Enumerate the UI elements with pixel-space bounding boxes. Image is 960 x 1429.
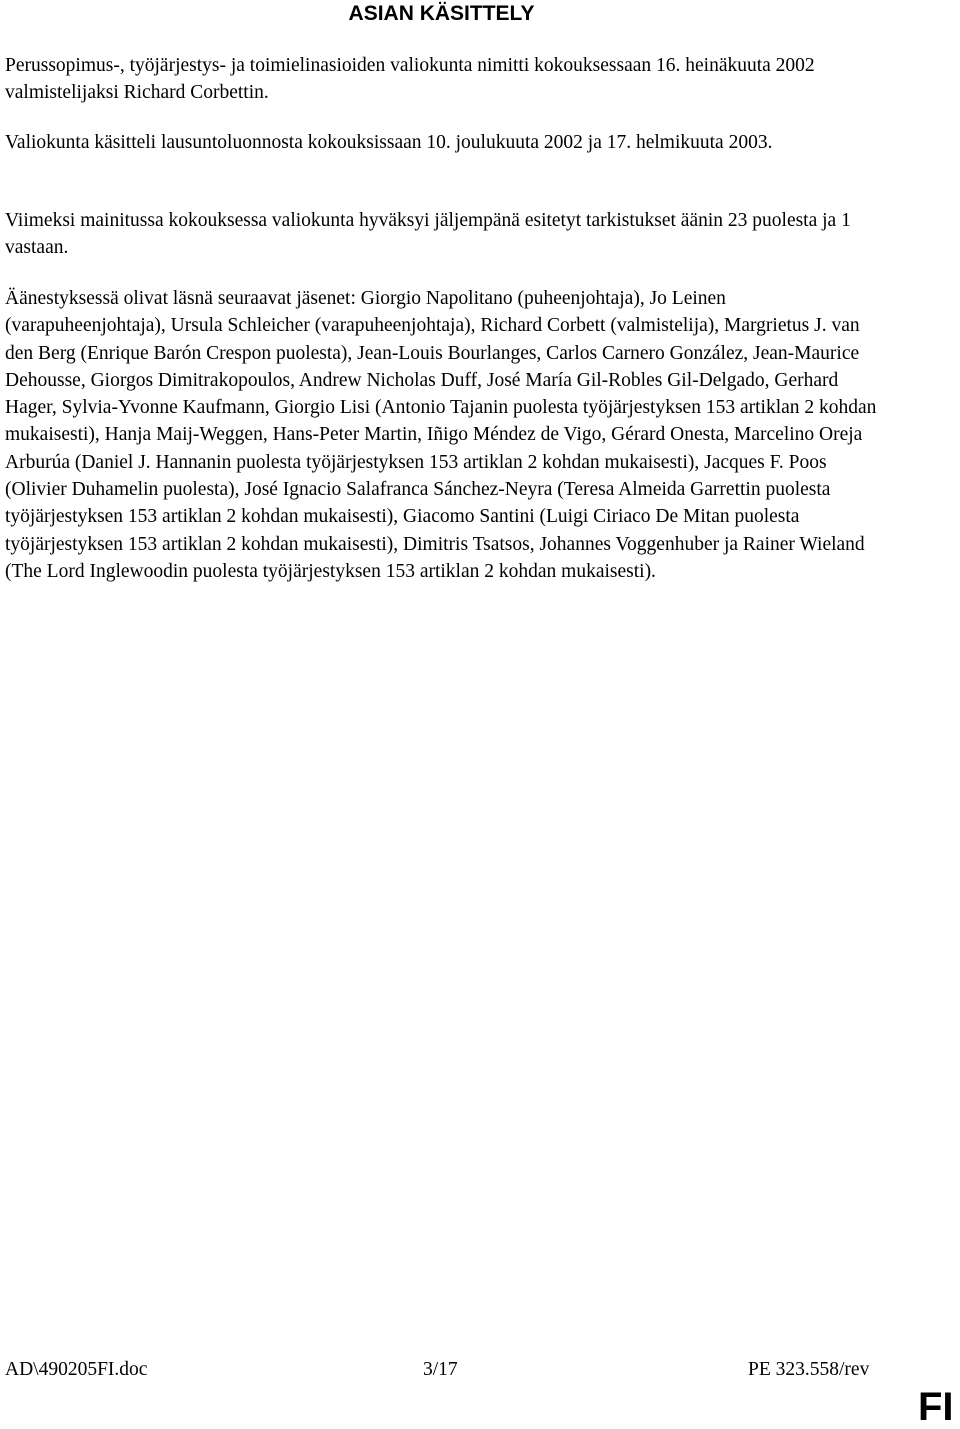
section-heading: ASIAN KÄSITTELY	[348, 2, 535, 25]
footer-document-reference: AD\490205FI.doc	[5, 1359, 148, 1380]
paragraph-members-present: Äänestyksessä olivat läsnä seuraavat jäsenet: Giorgio Napolitano (puheenjohtaja), Jo Leinen (varapuheenjohtaja), Ursula Schleicher (varapuheenjohtaja), Richard Corbett (valmistelija), Margrietus J. van den Berg (Enrique Barón Crespon puolesta), Jean-Louis Bourlanges, Carlos Carnero González, Jean-Maurice Dehousse, Giorgos Dimitrakopoulos, Andrew Nicholas Duff, José María Gil-Robles Gil-Delgado, Gerhard Hager, Sylvia-Yvonne Kaufmann, Giorgio Lisi (Antonio Tajanin puolesta työjärjestyksen 153 artiklan 2 kohdan mukaisesti), Hanja Maij-Weggen, Hans-Peter Martin, Iñigo Méndez de Vigo, Gérard Onesta, Marcelino Oreja Arburúa (Daniel J. Hannanin puolesta työjärjestyksen 153 artiklan 2 kohdan mukaisesti), Jacques F. Poos (Olivier Duhamelin puolesta), José Ignacio Salafranca Sánchez-Neyra (Teresa Almeida Garrettin puolesta työjärjestyksen 153 artiklan 2 kohdan mukaisesti), Giacomo Santini (Luigi Ciriaco De Mitan puolesta työjärjestyksen 153 artiklan 2 kohdan mukaisesti), Dimitris Tsatsos, Johannes Voggenhuber ja Rainer Wieland (The Lord Inglewoodin puolesta työjärjestyksen 153 artiklan 2 kohdan mukaisesti).	[5, 288, 877, 582]
paragraph-consideration-dates: Valiokunta käsitteli lausuntoluonnosta kokouksissaan 10. joulukuuta 2002 ja 17. helmikuuta 2003.	[5, 132, 773, 153]
footer-pe-reference: PE 323.558/rev	[748, 1359, 870, 1380]
language-code: FI	[918, 1385, 954, 1429]
footer-page-number: 3/17	[423, 1359, 458, 1380]
paragraph-vote-result: Viimeksi mainitussa kokouksessa valiokunta hyväksyi jäljempänä esitetyt tarkistukset äänin 23 puolesta ja 1 vastaan.	[5, 210, 851, 259]
paragraph-rapporteur-appointment: Perussopimus-, työjärjestys- ja toimielinasioiden valiokunta nimitti kokouksessaan 16. heinäkuuta 2002 valmistelijaksi Richard Corbettin.	[5, 55, 815, 104]
